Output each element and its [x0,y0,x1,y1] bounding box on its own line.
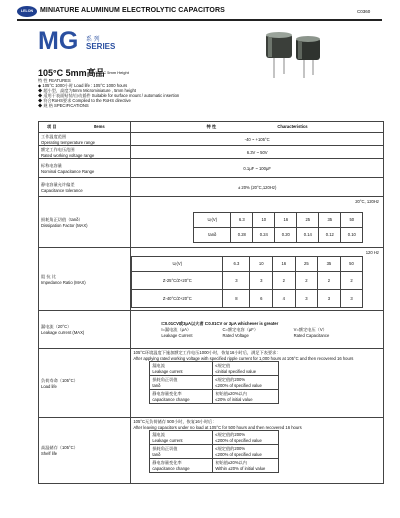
temp-label-cell [39,133,131,146]
impedance-value-cell [131,248,384,311]
item-en-value: ≤200% of specified value [215,452,262,457]
document-title: MINIATURE ALUMINUM ELECTROLYTIC CAPACITORS [40,7,225,14]
feature-item: ◆ 符合RoHS要求 Complied to the RoHS directive [38,98,131,103]
leakage-c-cn: C=额定电容（μF） [222,327,259,332]
voltage-cell: 16 [275,212,297,227]
z25-cell: 2 [295,271,318,289]
brand-logo [17,6,37,17]
series-subtitle-small: 105°C 5mm Height [95,70,129,75]
impedance-cn: 阻 抗 比 [41,273,56,279]
item-cn: 漏电流 [152,363,165,368]
z40-cell: 3 [318,289,341,307]
dissipation-tan-row [194,227,363,242]
tolerance-label-cell [39,178,131,197]
dissipation-value-cell [131,197,384,248]
series-cn-label: 系 列 [86,37,100,43]
dissipation-row [39,197,384,248]
shelf-en: Shelf life [41,451,58,456]
voltage-row [39,146,384,159]
temp-cn: 工作温度范围 [41,133,67,139]
z25-cell: 2 [340,271,363,289]
item-cn-value: ≤规定值 [215,363,231,368]
dissipation-voltage-row [194,212,363,227]
feature-item: ◆ 适用于表面贴装/自动插件 Suitable for surface mount / automatic insertion [38,93,180,98]
item-cn-value: 初始值±20%以内 [215,391,247,396]
leakage-v-en: Rated Capacitance [293,333,330,338]
leakage-label-cell [39,311,131,349]
voltage-cell: 10 [253,212,275,227]
item-cn-value: ≤规定值的200% [215,446,246,451]
dissipation-table [193,212,363,243]
item-cn-value: 初始值±20%以内 [215,460,247,465]
loadlife-en: Load life [41,383,57,389]
loadlife-value-cell [131,349,384,418]
tan-label: tanδ [194,227,231,242]
impedance-row [39,248,384,311]
impedance-label-cell [39,248,131,311]
spec-heading: ◆ 规 格 SPECIFICATIONS [38,103,89,108]
loadlife-cn: 负荷寿命（105°C） [41,377,78,383]
voltage-cell: 6.3 [231,212,253,227]
item-en-value: Within ±20% of initial value [215,466,266,471]
impedance-header: Uᵣ(V) [132,256,223,271]
leakage-formula: I=0.01CV或3μA以大者 I=0.01CV or 3μA whichever is greater [161,321,279,326]
loadlife-item-row [150,376,279,390]
voltage-cell: 16 [273,256,296,271]
item-en: Leakage current [152,438,183,443]
char-header-cn: 特 性 [206,124,217,129]
shelf-item-row [150,431,279,445]
feature-item: ◆ 105°C 1000小时 Load life : 105°C 1000 hours [38,83,128,88]
loadlife-intro-en: After applying rated working voltage with specified ripple current for 1,000 hours at 105°C and then recovered 16 hours [133,356,354,361]
z25-cell: 2 [273,271,296,289]
item-en-value: ≤initial specified value [215,369,257,374]
item-cn: 静电容量变化率 [152,391,182,396]
voltage-cn: 额定工作电压范围 [41,146,75,152]
capacitance-row [39,159,384,178]
items-header-cell [39,122,131,133]
leakage-cn: 漏电流（20°C） [41,324,72,329]
voltage-cell: 35 [319,212,341,227]
tan-cell: 0.14 [297,227,319,242]
leakage-row [39,311,384,349]
item-en-value: ≤20% of initial value [215,397,253,402]
series-name: MG [38,27,79,55]
leakage-en: Leakage current (MAX) [41,330,85,335]
voltage-cell: 50 [340,256,363,271]
document-code: C0360 [357,9,371,14]
leakage-v-cn: V=额定电压（V） [293,327,327,332]
z40-cell: 3 [295,289,318,307]
loadlife-item-row [150,362,279,376]
shelf-item-row [150,459,279,473]
loadlife-item-row [150,390,279,404]
voltage-cell: 50 [341,212,363,227]
shelf-intro-cn: 105°C无负荷储存 500小时，恢复16小时后： [133,419,217,424]
char-header-en: Characteristics [277,124,308,129]
item-cn-value: ≤规定值的200% [215,377,246,382]
loadlife-intro-cn: 105°C环境温度下施加额定工作电压1000小时，恢复16小时后，满足下表要求： [133,350,281,355]
z40-cell: 8 [223,289,250,307]
features-list [38,78,179,108]
shelf-value-cell [131,418,384,484]
loadlife-label-cell [39,349,131,418]
item-cn: 损耗角正切值 [152,377,178,382]
shelf-cn: 高温储存（105°C） [41,445,78,450]
z40-cell: 4 [273,289,296,307]
impedance-z40-row [132,289,363,307]
capacitor-photo [260,30,330,80]
series-subtitle: 105°C 5mm高品 [38,68,105,78]
leakage-legend-en [161,333,381,338]
spec-header-row [39,122,384,133]
z25-cell: 3 [223,271,250,289]
z25-cell: 3 [250,271,273,289]
capacitance-cn: 标称电容量 [41,162,62,168]
items-header-cn: 项 目 [47,124,57,129]
impedance-voltage-row [132,256,363,271]
header-rule [17,19,382,21]
tan-cell: 0.10 [341,227,363,242]
tan-cell: 0.12 [319,227,341,242]
leakage-c-en: Rated Voltage [222,333,249,338]
tolerance-cn: 静电容量允许偏差 [41,181,75,187]
item-en-value: ≤200% of specified value [215,438,262,443]
dissipation-cn: 损耗角正切值（tanδ） [41,216,83,222]
feature-heading: 特 性 FEATURES [38,78,71,83]
shelf-intro-en: After leaving capacitors under no load at 105°C for 500 hours and then recovered 16 hours [133,425,302,430]
item-cn-value: ≤规定值的200% [215,432,246,437]
z40-label: Z-40°C/Z+20°C [132,289,223,307]
impedance-note: 120 Hz [365,250,379,255]
temp-en: Operating temperature range [41,139,96,145]
leakage-i-cn: I=漏电流（μA） [161,327,192,332]
voltage-label-cell [39,146,131,159]
item-en: capacitance change [152,466,190,471]
tolerance-en: Capacitance tolerance [41,187,83,193]
item-cn: 漏电流 [152,432,165,437]
item-cn: 静电容量变化率 [152,460,182,465]
item-en: Leakage current [152,369,183,374]
capacitance-value: 0.1μF ~ 100μF [131,159,384,178]
spec-table [38,121,384,484]
tolerance-row [39,178,384,197]
logo-text: LELON [20,9,34,13]
z40-cell: 3 [340,289,363,307]
tolerance-value: ± 20% (20°C,120Hz) [131,178,384,197]
voltage-cell: 35 [318,256,341,271]
impedance-z25-row [132,271,363,289]
dissipation-en: Dissipation Factor (MAX) [41,222,88,228]
shelf-row [39,418,384,484]
z25-cell: 2 [318,271,341,289]
dissipation-label-cell [39,197,131,248]
item-en: capacitance change [152,397,190,402]
impedance-table [131,256,363,308]
dissipation-note: 20°C, 120Hz [355,199,379,204]
feature-item: ◆ 超小型，高度为5mm Microminiature , 5mm height [38,88,136,93]
z25-label: Z-25°C/Z+20°C [132,271,223,289]
char-header-cell [131,122,384,133]
leakage-i-en: Leakage Current [161,333,193,338]
voltage-cell: 25 [297,212,319,227]
loadlife-row [39,349,384,418]
leakage-value-cell [131,311,384,349]
voltage-cell: 10 [250,256,273,271]
temp-value: -40 ~ +105°C [131,133,384,146]
z40-cell: 6 [250,289,273,307]
capacitance-en: Nominal Capacitance Range [41,168,95,174]
voltage-cell: 25 [295,256,318,271]
shelf-table [149,430,279,473]
dissipation-header: Uᵣ(V) [194,212,231,227]
items-header-en: Items [93,124,105,129]
voltage-cell: 6.3 [223,256,250,271]
tan-cell: 0.28 [231,227,253,242]
voltage-en: Rated working voltage range [41,152,95,158]
shelf-label-cell [39,418,131,484]
tan-cell: 0.24 [253,227,275,242]
impedance-en: Impedance Ratio (MAX) [41,279,86,285]
voltage-value: 6.3V ~ 50V [131,146,384,159]
capacitance-label-cell [39,159,131,178]
item-cn: 损耗角正切值 [152,446,178,451]
item-en: tanδ [152,452,161,457]
loadlife-table [149,361,279,404]
item-en: tanδ [152,383,161,388]
shelf-item-row [150,445,279,459]
item-en-value: ≤200% of specified value [215,383,262,388]
series-label: SERIES [86,42,116,51]
tan-cell: 0.20 [275,227,297,242]
temp-row [39,133,384,146]
